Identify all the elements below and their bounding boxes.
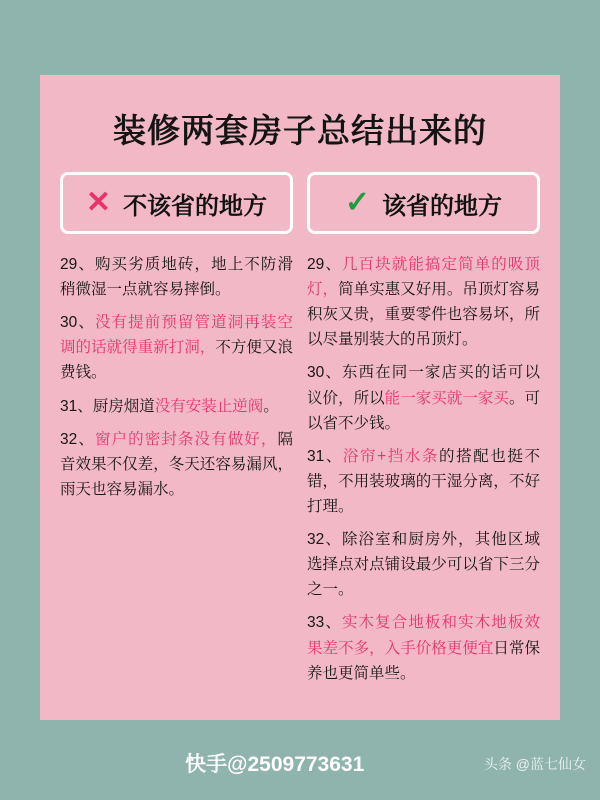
list-item <box>60 394 293 419</box>
list-item <box>307 444 540 519</box>
highlighted-text: 能一家买就一家买 <box>384 389 509 407</box>
footer <box>0 746 600 786</box>
highlighted-text: 实木复合地板和实木地板效果差不多， <box>307 614 540 657</box>
list-item-index: 30、 <box>307 364 342 382</box>
column-save <box>307 252 540 694</box>
header-row <box>56 172 544 234</box>
check-icon: ✓ <box>344 186 371 219</box>
highlighted-text: 窗户的密封条没有做好， <box>94 430 278 448</box>
header-box-save <box>307 172 540 234</box>
list-item-index: 31、 <box>307 447 343 465</box>
highlighted-text: 几百块就能搞定简单的吸顶灯， <box>307 256 540 299</box>
highlighted-text: 浴帘+挡水条 <box>342 447 440 465</box>
body-text: 厨房烟道 <box>92 397 155 415</box>
watermark-toutiao: 头条 @蓝七仙女 <box>483 756 586 772</box>
body-text: 。 <box>263 397 279 415</box>
header-label-save: 该省的地方 <box>382 192 503 220</box>
list-item <box>60 310 293 385</box>
list-item-index: 33、 <box>307 614 342 632</box>
body-text: 购买劣质地砖，地上不防滑稍微湿一点就容易摔倒。 <box>60 256 293 299</box>
list-item-index: 30、 <box>60 314 95 332</box>
list-item <box>307 610 540 685</box>
list-item <box>307 252 540 352</box>
body-text: 除浴室和厨房外，其他区域选择点对点铺设最少可以省下三分之一。 <box>307 531 540 599</box>
cross-icon: ✕ <box>85 186 112 219</box>
body-text: 日常保养也更简单些。 <box>307 639 540 682</box>
list-item-index: 32、 <box>307 531 342 549</box>
body-text: 的搭配也挺不错，不用装玻璃的干湿分离，不好打理。 <box>307 447 540 515</box>
highlighted-text: 没有提前预留管道洞再装空调的话就得重新打洞， <box>60 314 293 357</box>
column-not-save <box>60 252 293 694</box>
highlighted-text: 没有安装止逆阀 <box>154 397 264 415</box>
body-text: 东西在同一家店买的话可以议价，所以 <box>307 364 540 407</box>
list-item-index: 32、 <box>60 430 95 448</box>
poster-card <box>40 75 560 720</box>
watermark-kuaishou: 快手@2509773631 <box>185 753 365 776</box>
highlighted-text: 入手价格更便宜 <box>384 639 494 657</box>
body-text: 隔音效果不仅差，冬天还容易漏风，雨天也容易漏水。 <box>60 430 293 498</box>
list-item <box>60 252 293 302</box>
body-text: 。可以省不少钱。 <box>307 389 540 432</box>
header-box-not-save <box>60 172 293 234</box>
content-columns <box>56 252 544 694</box>
list-item <box>60 427 293 502</box>
page-title: 装修两套房子总结出来的 <box>113 112 487 149</box>
body-text: 简单实惠又好用。吊顶灯容易积灰又贵，重要零件也容易坏，所以尽量别装大的吊顶灯。 <box>307 281 540 349</box>
list-item-index: 29、 <box>307 256 342 273</box>
header-label-not-save: 不该省的地方 <box>123 192 268 220</box>
body-text: 不方便又浪费钱。 <box>60 339 293 382</box>
list-item-index: 31、 <box>60 397 93 415</box>
list-item <box>307 360 540 435</box>
list-item <box>307 527 540 602</box>
list-item-index: 29、 <box>60 256 95 273</box>
